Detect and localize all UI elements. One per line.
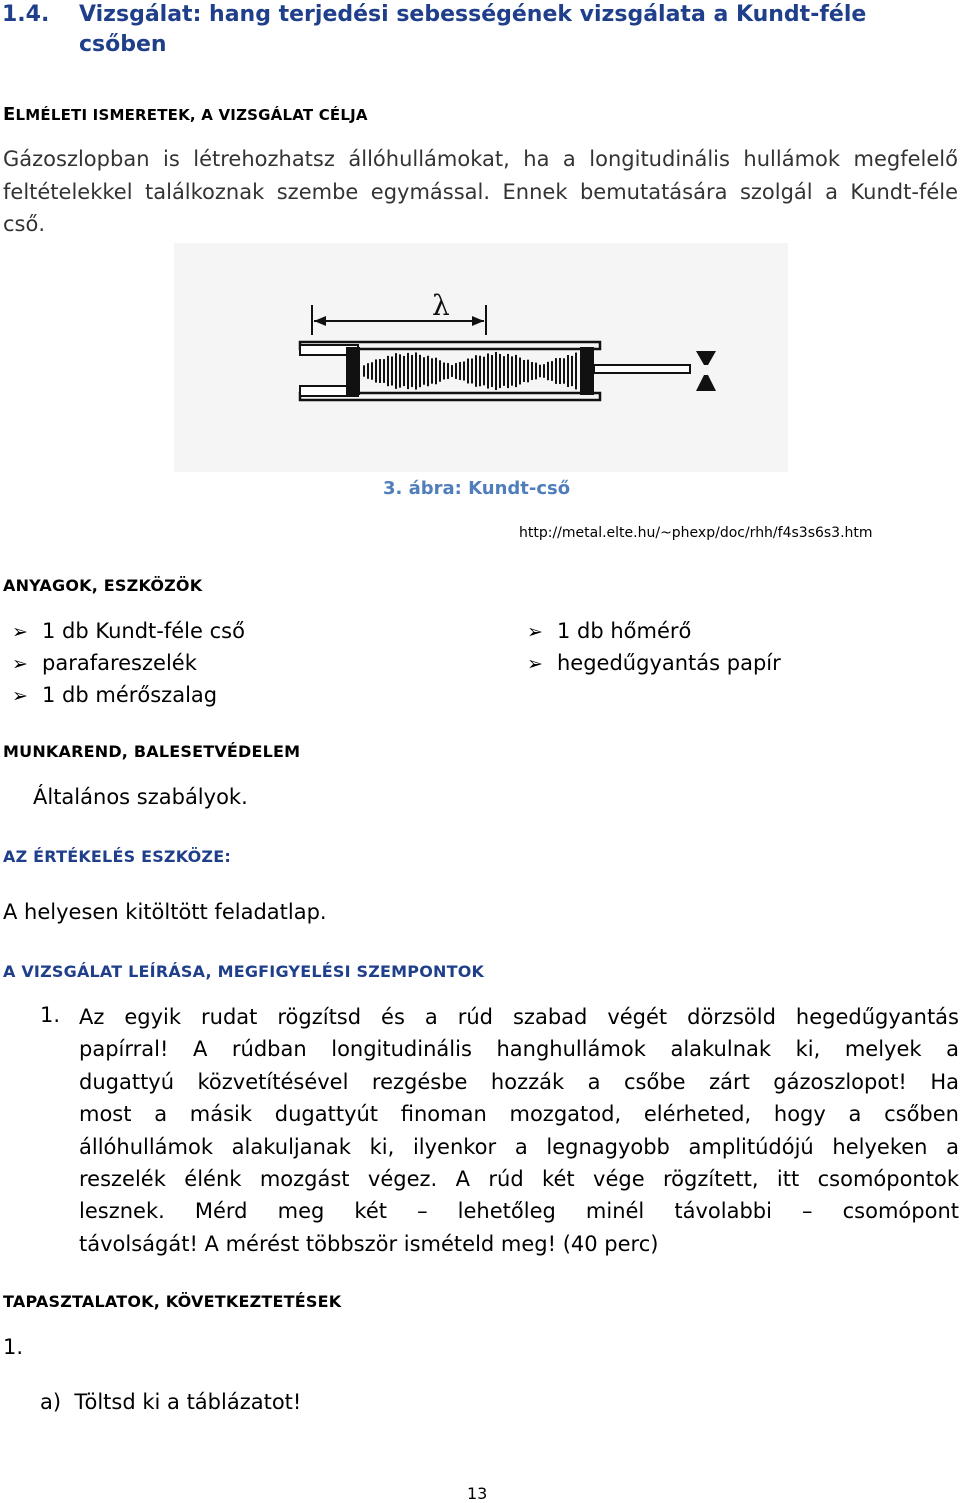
procedure-line: most a másik dugattyút finoman mozgatod, elérheted, hogy a csőben	[79, 1102, 959, 1127]
procedure-line: dugattyú közvetítésével rezgésbe hozzák a csőbe zárt gázoszlopot! Ha	[79, 1069, 959, 1094]
evaluation-heading	[3, 847, 231, 866]
materials-heading	[3, 576, 202, 595]
evaluation-text: A helyesen kitöltött feladatlap.	[3, 900, 327, 924]
materials-heading-text: ANYAGOK, ESZKÖZÖK	[3, 576, 203, 595]
arrow-bullet-icon: ➢	[12, 621, 28, 643]
safety-heading-text: MUNKAREND, BALESETVÉDELEM	[3, 742, 301, 761]
list-item	[12, 647, 197, 680]
step-number: 1.	[40, 1003, 61, 1027]
figure-caption: 3. ábra: Kundt-cső	[383, 478, 571, 499]
procedure-line: távolságát! A mérést többször ismételd meg! (40 perc)	[79, 1231, 659, 1256]
safety-heading	[3, 742, 300, 761]
arrow-bullet-icon: ➢	[527, 621, 543, 643]
conclusions-heading	[3, 1292, 341, 1311]
theory-heading-rest: LMÉLETI ISMERETEK, A VIZSGÁLAT CÉLJA	[15, 106, 368, 124]
theory-heading-initial: E	[3, 104, 16, 125]
list-item	[527, 615, 691, 648]
page-title	[0, 0, 960, 62]
list-item-text: 1 db hőmérő	[557, 619, 692, 643]
procedure-heading	[3, 962, 484, 981]
kundt-tube-diagram	[174, 243, 788, 472]
arrow-bullet-icon: ➢	[527, 653, 543, 675]
section-title: Vizsgálat: hang terjedési sebességének vizsgálata a Kundt-féle csőben	[79, 2, 867, 57]
lambda-label: λ	[432, 289, 450, 322]
procedure-line: lesznek. Mérd meg két – lehetőleg minél távolabbi – csomópont	[79, 1199, 959, 1224]
conclusions-heading-text: TAPASZTALATOK, KÖVETKEZTETÉSEK	[3, 1292, 342, 1311]
list-item	[12, 679, 217, 712]
theory-heading	[3, 104, 368, 125]
procedure-line: reszelék élénk mozgást végez. A rúd két vége rögzített, itt csomópontok	[79, 1167, 959, 1192]
section-number: 1.4.	[2, 2, 50, 27]
conclusion-sub-item: a) Töltsd ki a táblázatot!	[40, 1390, 302, 1414]
figure-source-url[interactable]: http://metal.elte.hu/~phexp/doc/rhh/f4s3s6s3.htm	[519, 525, 873, 541]
procedure-line: Az egyik rudat rögzítsd és a rúd szabad végét dörzsöld hegedűgyantás	[79, 1005, 959, 1029]
kundt-tube-figure	[174, 243, 788, 472]
procedure-heading-text: A VIZSGÁLAT LEÍRÁSA, MEGFIGYELÉSI SZEMPONTOK	[3, 962, 485, 981]
page-number: 13	[467, 1484, 488, 1503]
list-item	[527, 647, 781, 680]
arrow-bullet-icon: ➢	[12, 685, 28, 707]
list-item-text: parafareszelék	[42, 651, 197, 675]
safety-text: Általános szabályok.	[33, 785, 248, 809]
conclusion-item-number: 1.	[3, 1335, 24, 1359]
procedure-line: állóhullámok alakuljanak ki, ilyenkor a legnagyobb amplitúdójú helyeken a	[79, 1134, 959, 1159]
arrow-bullet-icon: ➢	[12, 653, 28, 675]
procedure-line: papírral! A rúdban longitudinális hanghullámok alakulnak ki, melyek a	[79, 1037, 959, 1062]
list-item-text: 1 db Kundt-féle cső	[42, 619, 245, 643]
list-item	[12, 615, 245, 648]
list-item-text: 1 db mérőszalag	[42, 683, 218, 707]
evaluation-heading-text: AZ ÉRTÉKELÉS ESZKÖZE:	[3, 847, 231, 866]
list-item-text: hegedűgyantás papír	[557, 651, 781, 675]
procedure-text	[79, 1001, 959, 1260]
theory-paragraph: Gázoszlopban is létrehozhatsz állóhullámokat, ha a longitudinális hullámok megfelelő feltételekkel találkoznak szembe egymással. Ennek bemutatására szolgál a Kundt-féle cső.	[3, 147, 958, 236]
